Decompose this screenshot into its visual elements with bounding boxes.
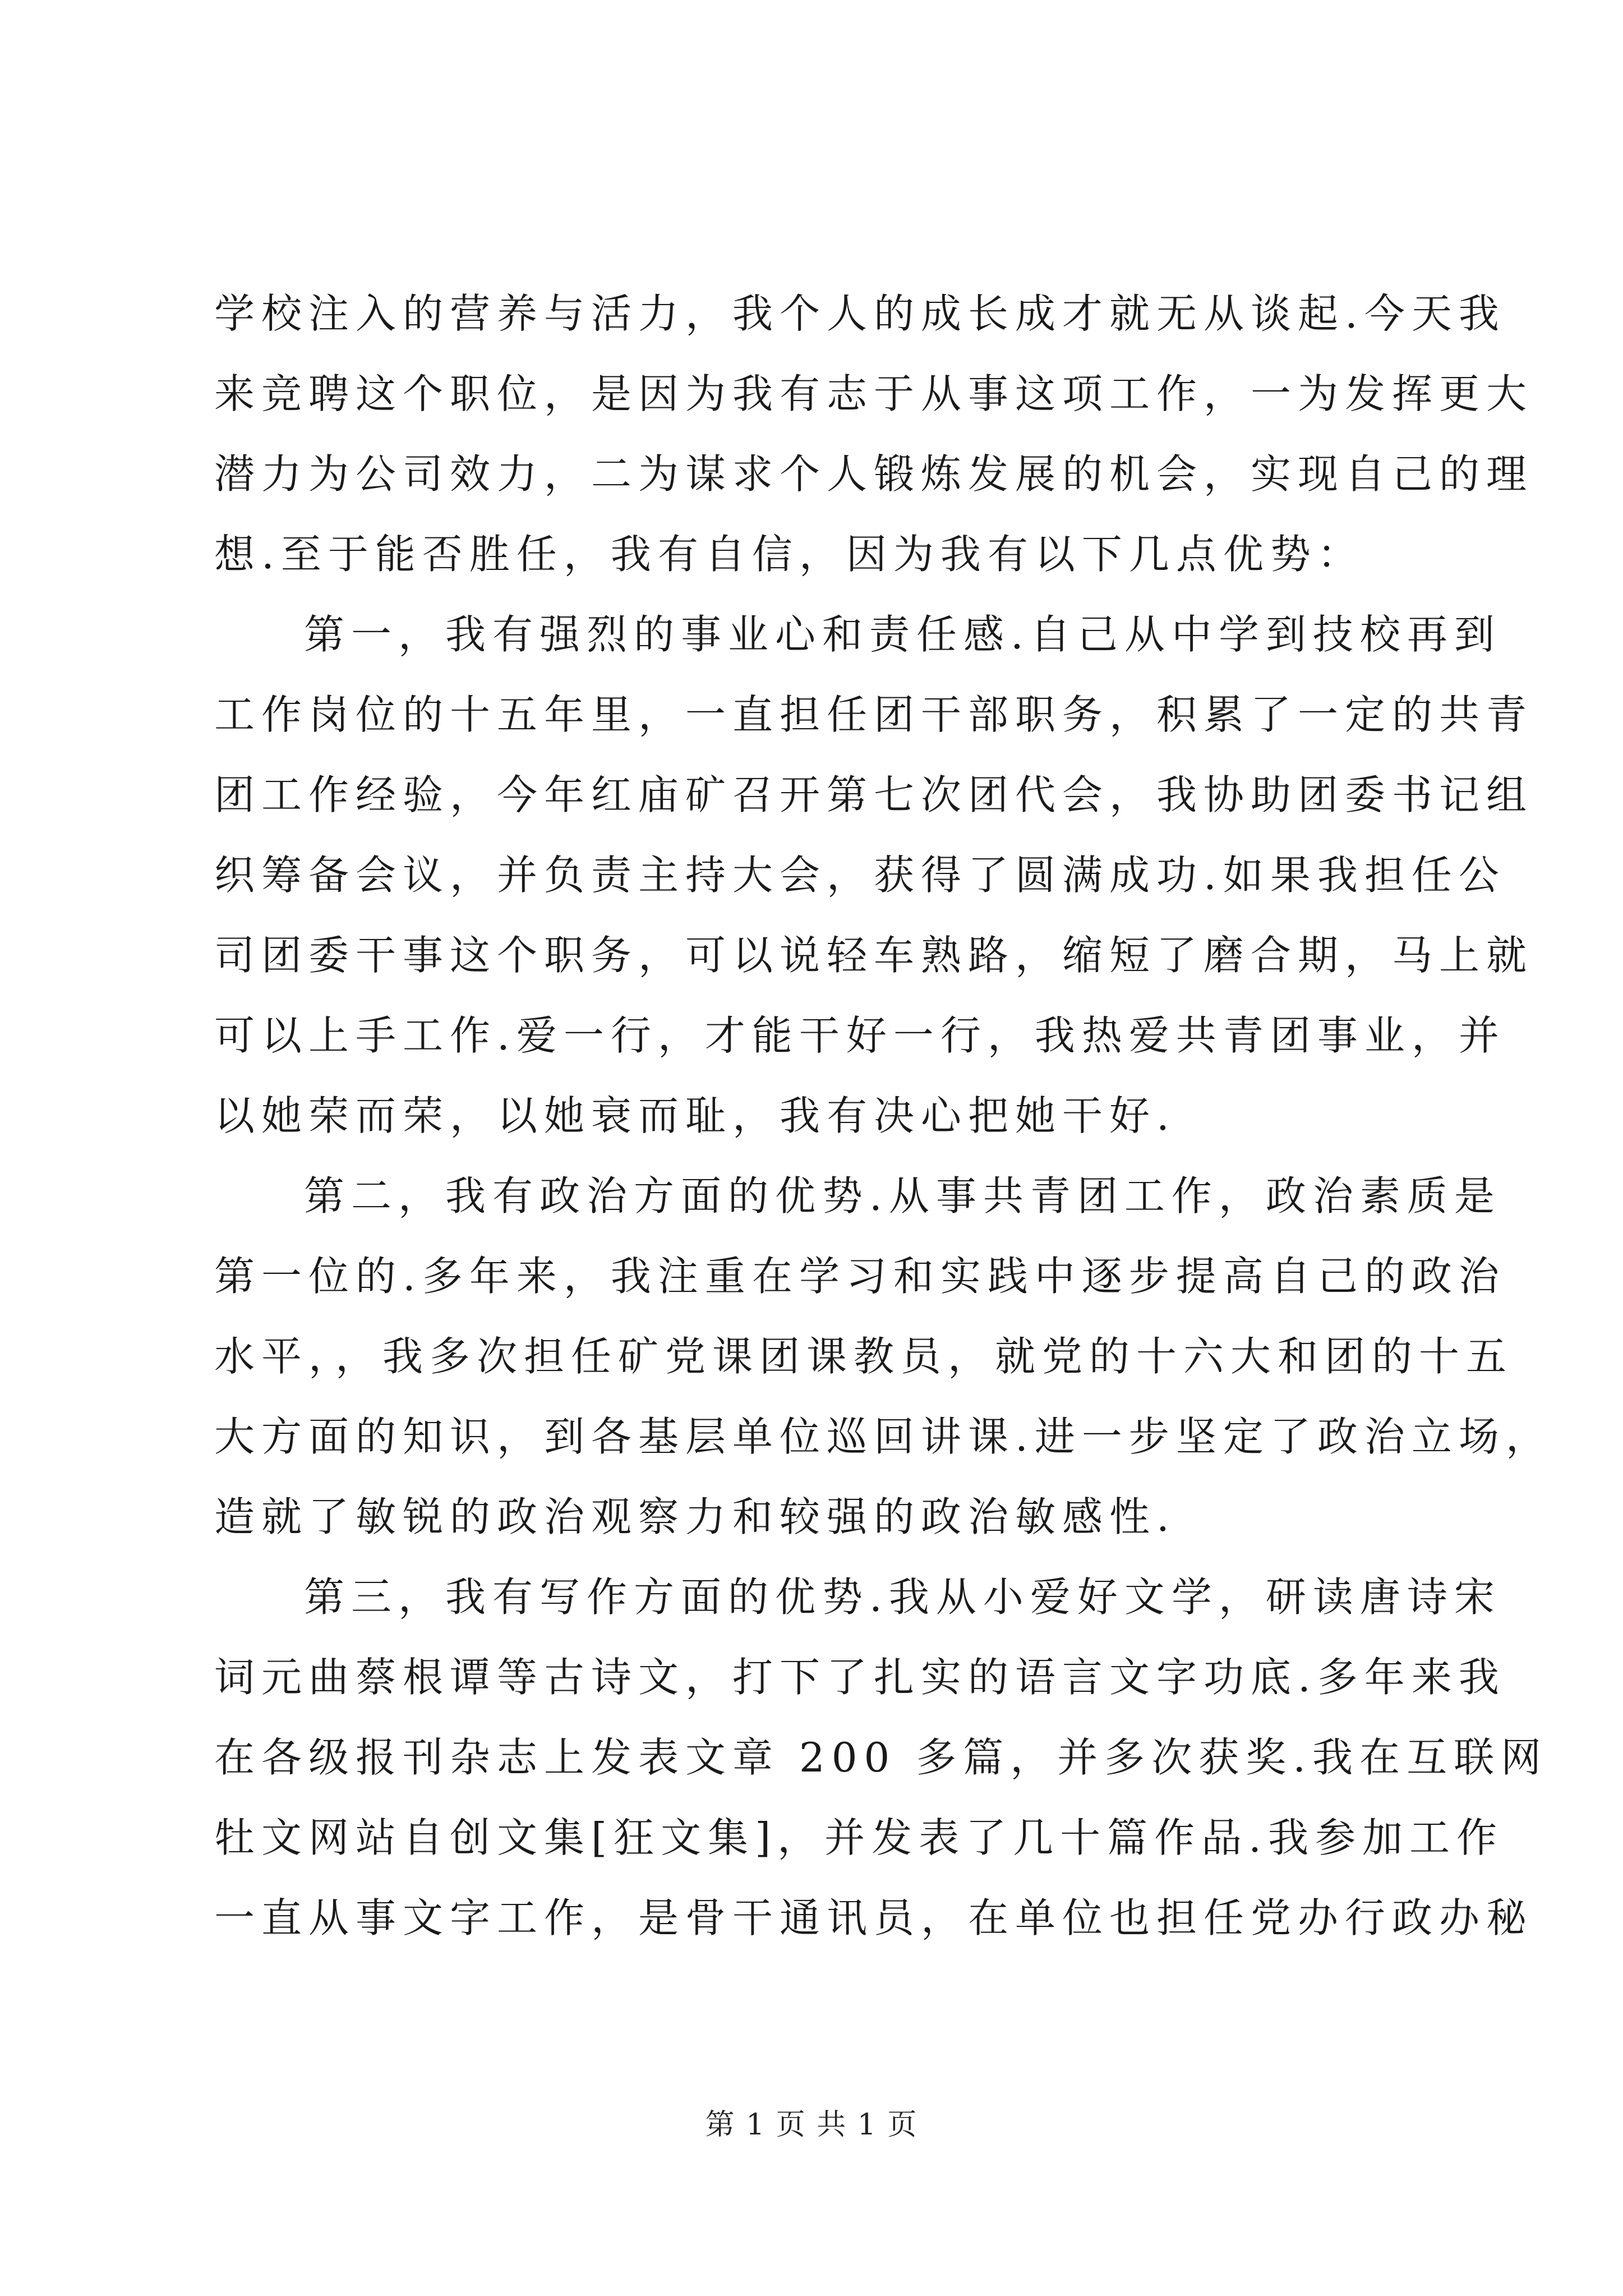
text-line: 在各级报刊杂志上发表文章 200 多篇，并多次获奖.我在互联网 <box>214 1734 1548 1781</box>
text-line: 可以上手工作.爱一行，才能干好一行，我热爱共青团事业，并 <box>214 1012 1506 1059</box>
text-line: 团工作经验，今年红庙矿召开第七次团代会，我协助团委书记组 <box>214 771 1534 818</box>
text-line: 织筹备会议，并负责主持大会，获得了圆满成功.如果我担任公 <box>214 852 1506 899</box>
text-line: 潜力为公司效力，二为谋求个人锻炼发展的机会，实现自己的理 <box>214 450 1534 498</box>
text-line: 一直从事文字工作，是骨干通讯员，在单位也担任党办行政办秘 <box>214 1894 1534 1941</box>
text-line: 司团委干事这个职务，可以说轻车熟路，缩短了磨合期，马上就 <box>214 932 1534 979</box>
text-line: 工作岗位的十五年里，一直担任团干部职务，积累了一定的共青 <box>214 691 1534 738</box>
text-line: 水平，，我多次担任矿党课团课教员，就党的十六大和团的十五 <box>214 1333 1514 1380</box>
text-line: 第一位的.多年来，我注重在学习和实践中逐步提高自己的政治 <box>214 1253 1506 1300</box>
page-footer: 第 1 页 共 1 页 <box>705 2108 918 2142</box>
text-line: 想.至于能否胜任，我有自信，因为我有以下几点优势： <box>214 531 1364 578</box>
text-line: 造就了敏锐的政治观察力和较强的政治敏感性. <box>214 1493 1176 1540</box>
text-line: 第一，我有强烈的事业心和责任感.自己从中学到技校再到 <box>304 611 1501 658</box>
text-line: 第三，我有写作方面的优势.我从小爱好文学，研读唐诗宋 <box>304 1573 1501 1621</box>
text-line: 第二，我有政治方面的优势.从事共青团工作，政治素质是 <box>304 1172 1501 1220</box>
text-line: 牡文网站自创文集[狂文集]，并发表了几十篇作品.我参加工作 <box>214 1814 1504 1861</box>
text-line: 以她荣而荣，以她衰而耻，我有决心把她干好. <box>214 1092 1176 1139</box>
text-line: 大方面的知识，到各基层单位巡回讲课.进一步坚定了政治立场， <box>214 1413 1553 1460</box>
document-body <box>214 274 1553 1958</box>
text-line: 学校注入的营养与活力，我个人的成长成才就无从谈起.今天我 <box>214 290 1506 337</box>
text-line: 词元曲蔡根谭等古诗文，打下了扎实的语言文字功底.多年来我 <box>214 1654 1506 1701</box>
text-line: 来竞聘这个职位，是因为我有志于从事这项工作，一为发挥更大 <box>214 370 1534 417</box>
